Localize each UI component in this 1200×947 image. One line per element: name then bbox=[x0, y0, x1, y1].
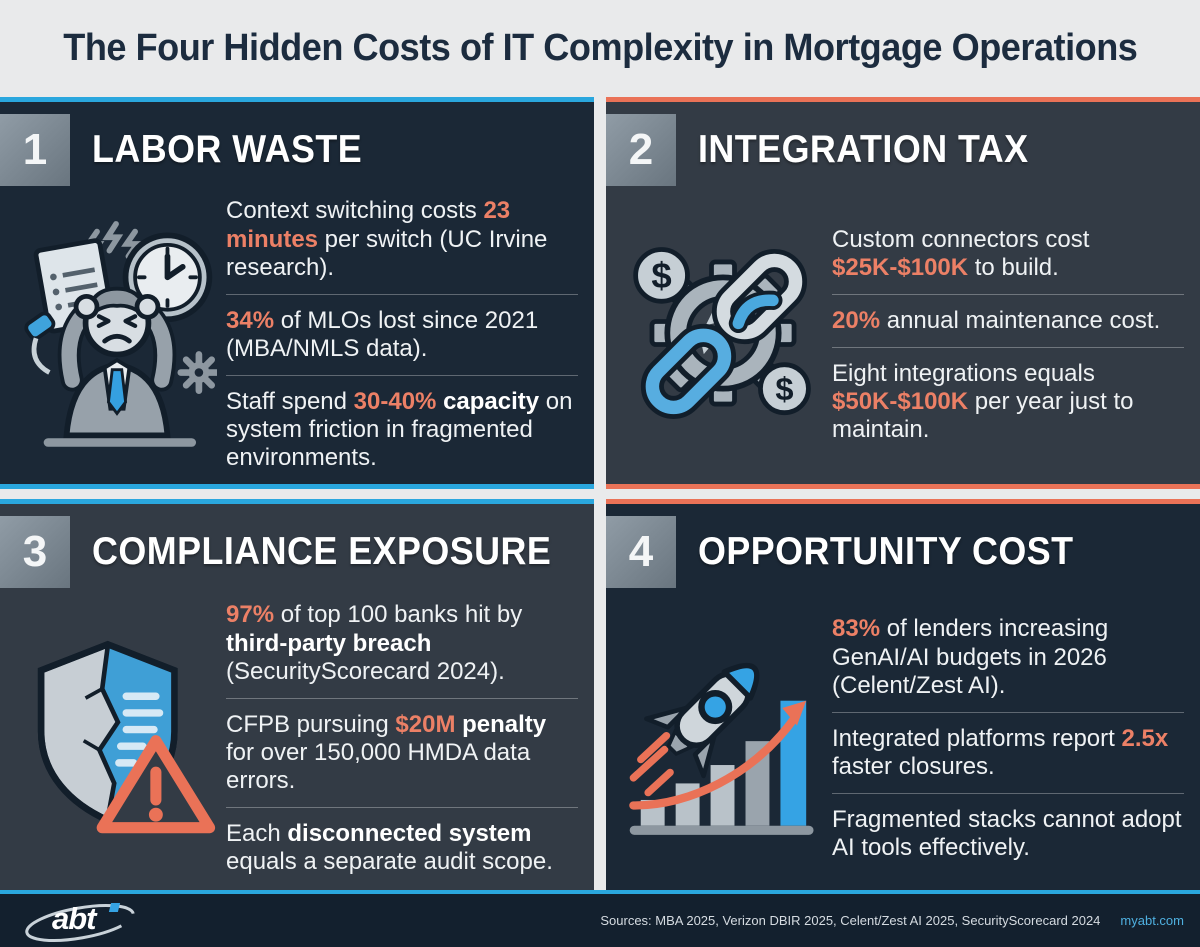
stressed-worker-icon bbox=[8, 190, 226, 476]
sources-row bbox=[600, 913, 1184, 928]
svg-text:$: $ bbox=[651, 254, 672, 296]
panel-head bbox=[606, 504, 1200, 588]
divider bbox=[226, 375, 578, 376]
panel-body bbox=[0, 588, 594, 891]
footer-bar bbox=[0, 890, 1200, 947]
panel-title: INTEGRATION TAX bbox=[698, 128, 1029, 171]
panel-head bbox=[0, 504, 594, 588]
divider bbox=[832, 347, 1184, 348]
panel-text bbox=[832, 222, 1184, 444]
panel-title: COMPLIANCE EXPOSURE bbox=[92, 529, 552, 573]
page-title: The Four Hidden Costs of IT Complexity in Mortgage Operations bbox=[62, 27, 1138, 69]
stat-block: 20% annual maintenance cost. bbox=[832, 306, 1161, 334]
stat-block: Custom connectors cost $25K-$100K to build. bbox=[832, 225, 1090, 281]
panel-title: LABOR WASTE bbox=[92, 128, 363, 171]
stat-block: Staff spend 30-40% capacity on system friction in fragmented environments. bbox=[226, 387, 573, 471]
panel-body bbox=[606, 588, 1200, 891]
stat-block: 97% of top 100 banks hit by third-party breach (SecurityScorecard 2024). bbox=[226, 601, 523, 685]
stat-block: Each disconnected system equals a separate audit scope. bbox=[226, 819, 553, 875]
sources-text: Sources: MBA 2025, Verizon DBIR 2025, Celent/Zest AI 2025, SecurityScorecard 2024 bbox=[600, 913, 1101, 928]
divider bbox=[226, 294, 578, 295]
site-link[interactable]: myabt.com bbox=[1120, 913, 1184, 928]
broken-chain-gear-icon bbox=[614, 190, 832, 476]
divider bbox=[226, 807, 578, 808]
panel-integration-tax bbox=[606, 97, 1200, 489]
divider bbox=[832, 294, 1184, 295]
stat-block: Fragmented stacks cannot adopt AI tools effectively. bbox=[832, 805, 1182, 861]
logo-text: abt bbox=[52, 900, 96, 936]
panel-opportunity-cost bbox=[606, 499, 1200, 891]
stat-block: Integrated platforms report 2.5x faster closures. bbox=[832, 724, 1169, 780]
panel-number-badge: 4 bbox=[606, 516, 676, 588]
panel-head bbox=[0, 102, 594, 186]
panel-labor-waste bbox=[0, 97, 594, 489]
abt-logo bbox=[22, 897, 154, 945]
panel-number-badge: 1 bbox=[0, 114, 70, 186]
header-bar bbox=[0, 0, 1200, 97]
panel-body bbox=[606, 186, 1200, 484]
divider bbox=[832, 712, 1184, 713]
svg-text:$: $ bbox=[775, 369, 794, 407]
stat-block: Context switching costs 23 minutes per switch (UC Irvine research). bbox=[226, 197, 548, 281]
panel-compliance-exposure bbox=[0, 499, 594, 891]
panel-number-badge: 2 bbox=[606, 114, 676, 186]
divider bbox=[226, 698, 578, 699]
divider bbox=[832, 793, 1184, 794]
stat-block: Eight integrations equals $50K-$100K per year just to maintain. bbox=[832, 359, 1134, 443]
panel-grid bbox=[0, 97, 1200, 890]
stat-block: 83% of lenders increasing GenAI/AI budgets in 2026 (Celent/Zest AI). bbox=[832, 615, 1109, 699]
panel-text bbox=[226, 193, 578, 472]
panel-title: OPPORTUNITY COST bbox=[698, 529, 1074, 573]
panel-text bbox=[226, 597, 578, 876]
panel-head bbox=[606, 102, 1200, 186]
panel-text bbox=[832, 611, 1184, 862]
panel-body bbox=[0, 186, 594, 484]
stat-block: CFPB pursuing $20M penalty for over 150,000 HMDA data errors. bbox=[226, 710, 547, 794]
rocket-growth-icon bbox=[614, 592, 832, 883]
cracked-shield-warning-icon bbox=[8, 592, 226, 883]
stat-block: 34% of MLOs lost since 2021 (MBA/NMLS data). bbox=[226, 306, 539, 362]
panel-number-badge: 3 bbox=[0, 516, 70, 588]
